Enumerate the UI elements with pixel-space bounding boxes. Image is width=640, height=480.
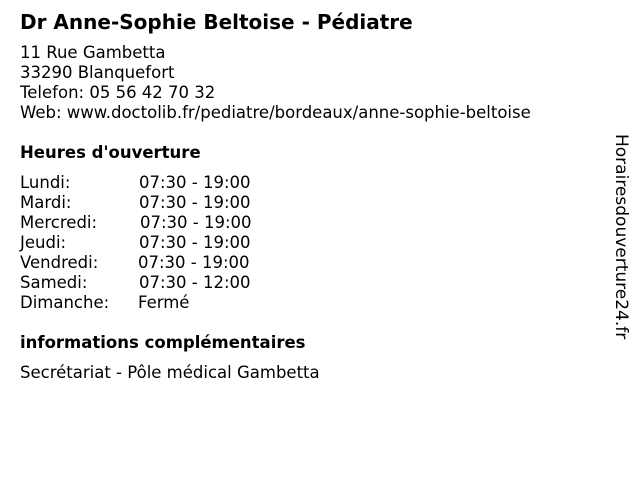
page-title: Dr Anne-Sophie Beltoise - Pédiatre <box>20 10 413 34</box>
time-value: 07:30 - 19:00 <box>139 173 251 192</box>
day-label: Lundi: <box>20 173 71 192</box>
hours-row-dimanche <box>20 293 600 313</box>
day-label: Samedi: <box>20 273 88 292</box>
time-value: Fermé <box>138 293 190 312</box>
day-label: Jeudi: <box>20 233 67 252</box>
day-label: Mercredi: <box>20 213 98 232</box>
side-brand-watermark: Horairesdouverture24.fr <box>611 134 631 340</box>
phone-number: Telefon: 05 56 42 70 32 <box>20 83 216 102</box>
time-value: 07:30 - 19:00 <box>140 213 252 232</box>
time-value: 07:30 - 19:00 <box>138 253 250 272</box>
hours-row-lundi <box>20 173 600 193</box>
address-street: 11 Rue Gambetta <box>20 43 166 62</box>
time-value: 07:30 - 12:00 <box>139 273 251 292</box>
business-listing <box>20 9 600 383</box>
time-value: 07:30 - 19:00 <box>139 233 251 252</box>
day-label: Mardi: <box>20 193 72 212</box>
address-block <box>20 43 600 123</box>
info-heading: informations complémentaires <box>20 333 306 352</box>
hours-row-samedi <box>20 273 600 293</box>
day-label: Vendredi: <box>20 253 99 272</box>
address-city: 33290 Blanquefort <box>20 63 175 82</box>
hours-row-vendredi <box>20 253 600 273</box>
hours-row-mercredi <box>20 213 600 233</box>
hours-row-jeudi <box>20 233 600 253</box>
info-text: Secrétariat - Pôle médical Gambetta <box>20 363 320 382</box>
website-link[interactable]: Web: www.doctolib.fr/pediatre/bordeaux/anne-sophie-beltoise <box>20 103 531 122</box>
hours-row-mardi <box>20 193 600 213</box>
hours-heading: Heures d'ouverture <box>20 143 201 162</box>
opening-hours-list <box>20 173 600 313</box>
time-value: 07:30 - 19:00 <box>139 193 251 212</box>
day-label: Dimanche: <box>20 293 110 312</box>
